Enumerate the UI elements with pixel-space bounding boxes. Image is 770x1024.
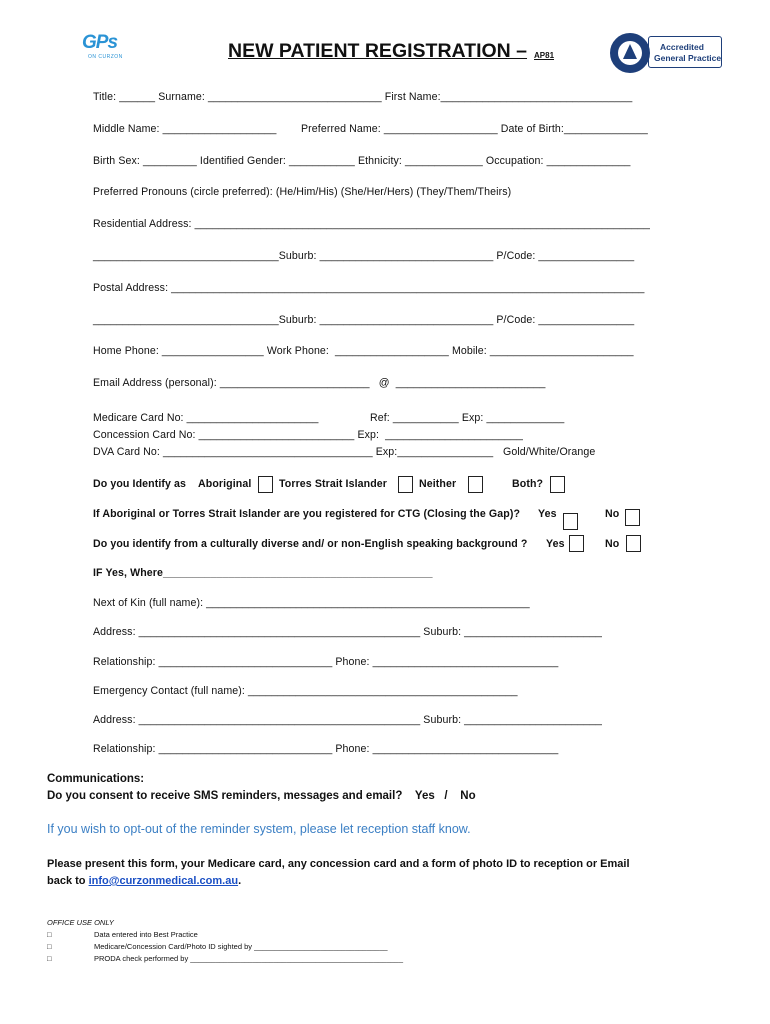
- gps-logo: [80, 34, 130, 66]
- cultural-question: Do you identify from a culturally diverse and/ or non-English speaking background ?: [93, 538, 528, 550]
- accreditation-seal-icon: [610, 33, 650, 73]
- cultural-yes-checkbox[interactable]: [569, 535, 584, 552]
- logo-subtext: ON CURZON: [88, 54, 123, 60]
- postal-address-field[interactable]: Postal Address: _______________________________________________________________________________: [93, 282, 645, 294]
- badge-line2: General Practice: [654, 53, 722, 63]
- medicare-ref-exp-field[interactable]: Ref: ___________ Exp: _____________: [370, 412, 565, 424]
- middle-name-field[interactable]: Middle Name: ___________________: [93, 123, 277, 135]
- ctg-yes-label: Yes: [538, 508, 557, 520]
- form-code: AP81: [534, 51, 555, 60]
- kin-address-field[interactable]: Address: _______________________________________________ Suburb: _______________________: [93, 626, 602, 638]
- ctg-no-label: No: [605, 508, 620, 520]
- both-checkbox[interactable]: [550, 476, 565, 493]
- ctg-yes-checkbox[interactable]: [563, 513, 578, 530]
- office-item: Data entered into Best Practice: [94, 930, 198, 939]
- emergency-address-field[interactable]: Address: _______________________________________________ Suburb: _______________________: [93, 714, 602, 726]
- office-item: Medicare/Concession Card/Photo ID sighted by ________________________________: [94, 942, 388, 951]
- medicare-field[interactable]: Medicare Card No: ______________________: [93, 412, 319, 424]
- ctg-question: If Aboriginal or Torres Strait Islander are you registered for CTG (Closing the Gap)?: [93, 508, 521, 520]
- if-yes-where-field[interactable]: IF Yes, Where_____________________________________________: [93, 567, 433, 579]
- sms-consent-question: Do you consent to receive SMS reminders, messages and email? Yes / No: [47, 790, 476, 802]
- both-label: Both?: [512, 478, 544, 490]
- emergency-contact-field[interactable]: Emergency Contact (full name): _____________________________________________: [93, 685, 518, 697]
- present-instructions: Please present this form, your Medicare card, any concession card and a form of photo ID to reception or Email: [47, 858, 630, 870]
- aboriginal-checkbox[interactable]: [258, 476, 273, 493]
- communications-heading: Communications:: [47, 773, 145, 785]
- concession-field[interactable]: Concession Card No: __________________________ Exp: _______________________: [93, 429, 523, 441]
- postal-suburb-field[interactable]: _______________________________Suburb: _____________________________ P/Code: ________________: [93, 314, 635, 326]
- torres-checkbox[interactable]: [398, 476, 413, 493]
- checkbox-icon[interactable]: □: [47, 942, 52, 951]
- aboriginal-label: Aboriginal: [198, 478, 252, 490]
- identify-question: Do you Identify as: [93, 478, 187, 490]
- page-title: NEW PATIENT REGISTRATION –: [228, 40, 528, 62]
- office-item: PRODA check performed by ___________________________________________________: [94, 954, 404, 963]
- accreditation-badge: [610, 33, 722, 71]
- email-field[interactable]: Email Address (personal): _________________________ @ _________________________: [93, 377, 546, 389]
- optout-notice: If you wish to opt-out of the reminder system, please let reception staff know.: [47, 822, 471, 836]
- dva-card-type: Gold/White/Orange: [503, 446, 596, 458]
- email-link[interactable]: info@curzonmedical.com.au: [88, 875, 239, 887]
- pronouns-row[interactable]: Preferred Pronouns (circle preferred): (He/Him/His) (She/Her/Hers) (They/Them/Theirs): [93, 186, 512, 198]
- cultural-no-checkbox[interactable]: [626, 535, 641, 552]
- torres-label: Torres Strait Islander: [279, 478, 387, 490]
- office-use-heading: OFFICE USE ONLY: [47, 918, 114, 927]
- checkbox-icon[interactable]: □: [47, 954, 52, 963]
- neither-label: Neither: [419, 478, 457, 490]
- residential-suburb-field[interactable]: _______________________________Suburb: _____________________________ P/Code: ________________: [93, 250, 635, 262]
- cultural-yes-label: Yes: [546, 538, 565, 550]
- dva-field[interactable]: DVA Card No: ___________________________________ Exp:________________: [93, 446, 494, 458]
- name-row[interactable]: Title: ______ Surname: _____________________________ First Name:________________________________: [93, 91, 633, 103]
- phone-row[interactable]: Home Phone: _________________ Work Phone: ___________________ Mobile: ________________________: [93, 345, 634, 357]
- present-instructions-line2: back to info@curzonmedical.com.au.: [47, 875, 242, 887]
- badge-line1: Accredited: [660, 42, 704, 52]
- residential-address-field[interactable]: Residential Address: ____________________________________________________________________________: [93, 218, 650, 230]
- ctg-no-checkbox[interactable]: [625, 509, 640, 526]
- logo-text: GPs: [82, 32, 118, 53]
- checkbox-icon[interactable]: □: [47, 930, 52, 939]
- cultural-no-label: No: [605, 538, 620, 550]
- neither-checkbox[interactable]: [468, 476, 483, 493]
- sex-gender-row[interactable]: Birth Sex: _________ Identified Gender: ___________ Ethnicity: _____________ Occupation: ______________: [93, 155, 631, 167]
- kin-relationship-field[interactable]: Relationship: _____________________________ Phone: _______________________________: [93, 656, 559, 668]
- emergency-relationship-field[interactable]: Relationship: _____________________________ Phone: _______________________________: [93, 743, 559, 755]
- preferred-dob-field[interactable]: Preferred Name: ___________________ Date of Birth:______________: [301, 123, 648, 135]
- next-of-kin-field[interactable]: Next of Kin (full name): ______________________________________________________: [93, 597, 530, 609]
